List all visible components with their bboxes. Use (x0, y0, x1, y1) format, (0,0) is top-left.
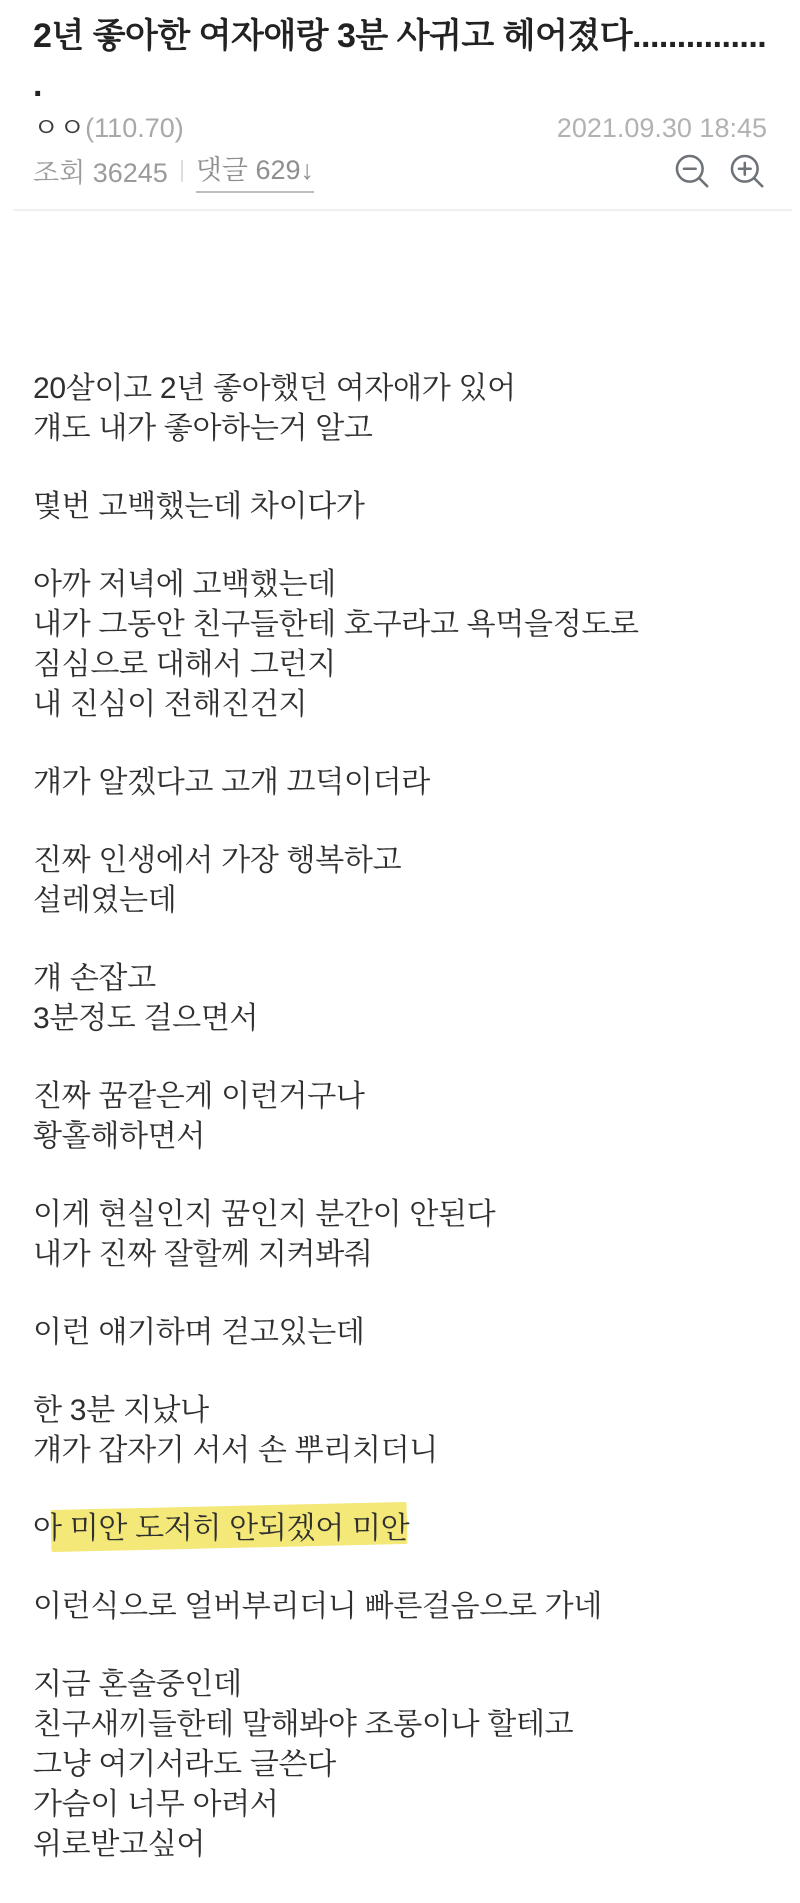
body-line: 진짜 꿈같은게 이런거구나 (33, 1080, 365, 1113)
body-line: 그냥 여기서라도 글쓴다 (33, 1748, 336, 1781)
paragraph (33, 841, 767, 921)
magnifier-minus-icon (673, 152, 711, 190)
body-line: 내가 그동안 친구들한테 호구라고 욕먹을정도로 (33, 608, 639, 641)
author-ip: (110.70) (85, 113, 184, 143)
stats-separator (181, 160, 183, 182)
body-line: 20살이고 2년 좋아했던 여자애가 있어 (33, 372, 516, 405)
author-nickname: ㅇㅇ (33, 113, 86, 143)
body-line: 가슴이 너무 아려서 (33, 1788, 279, 1821)
paragraph (33, 763, 767, 803)
body-line: 황홀해하면서 (33, 1120, 206, 1153)
body-line: 설레였는데 (33, 884, 177, 917)
body-line: 진짜 인생에서 가장 행복하고 (33, 844, 402, 877)
paragraph (33, 1313, 767, 1353)
post-title: 2년 좋아한 여자애랑 3분 사귀고 헤어졌다............... (33, 17, 767, 55)
body-line: 아까 저녁에 고백했는데 (33, 568, 336, 601)
highlighted-line: 아 미안 도저히 안되겠어 미안 (33, 1509, 409, 1549)
views-value: 36245 (92, 158, 168, 188)
body-line: 이게 현실인지 꿈인지 분간이 안된다 (33, 1198, 496, 1231)
body-line: 위로받고싶어 (33, 1828, 206, 1861)
view-count (33, 151, 168, 190)
paragraph (33, 565, 767, 725)
paragraph (33, 1391, 767, 1471)
comments-value: 629 (255, 155, 301, 185)
body-line: 내가 진짜 잘할께 지켜봐줘 (33, 1238, 373, 1271)
body-line: 친구새끼들한테 말해봐야 조롱이나 할테고 (33, 1708, 574, 1741)
body-line: 한 3분 지났나 (33, 1394, 209, 1427)
paragraph (33, 1195, 767, 1275)
post-meta-row (33, 112, 767, 144)
post-timestamp: 2021.09.30 18:45 (556, 113, 767, 143)
views-label: 조회 (33, 158, 86, 188)
zoom-out-button[interactable] (672, 151, 712, 191)
post-title-line2: . (33, 66, 43, 104)
body-line: 걔가 갑자기 서서 손 뿌리치더니 (33, 1434, 438, 1467)
paragraph (33, 1587, 767, 1627)
body-line: 몇번 고백했는데 차이다가 (33, 490, 365, 523)
paragraph (33, 959, 767, 1039)
comments-link[interactable] (196, 148, 314, 193)
author[interactable] (33, 112, 184, 144)
zoom-in-button[interactable] (727, 151, 767, 191)
paragraph (33, 487, 767, 527)
body-line: 걔도 내가 좋아하는거 알고 (33, 412, 373, 445)
magnifier-plus-icon (728, 152, 766, 190)
paragraph (33, 1665, 767, 1865)
body-line: 이런식으로 얼버부리더니 빠른걸음으로 가네 (33, 1590, 603, 1623)
post-body (33, 211, 767, 1865)
body-line: 짐심으로 대해서 그런지 (33, 648, 336, 681)
comments-scroll-arrow-icon: ↓ (300, 155, 315, 185)
body-line: 지금 혼술중인데 (33, 1668, 242, 1701)
paragraph-highlighted (33, 1509, 767, 1549)
body-line: 걔 손잡고 (33, 962, 156, 995)
post-header (33, 10, 767, 193)
body-line: 걔가 알겠다고 고개 끄덕이더라 (33, 766, 430, 799)
body-line: 3분정도 걸으면서 (33, 1002, 259, 1035)
paragraph (33, 369, 767, 449)
comments-label: 댓글 (195, 155, 248, 185)
body-line: 내 진심이 전해진건지 (33, 688, 308, 721)
body-line: 이런 얘기하며 걷고있는데 (33, 1316, 365, 1349)
post-stats-row (33, 148, 767, 193)
paragraph (33, 1077, 767, 1157)
font-zoom-controls (672, 151, 767, 191)
post-stats (33, 148, 314, 193)
